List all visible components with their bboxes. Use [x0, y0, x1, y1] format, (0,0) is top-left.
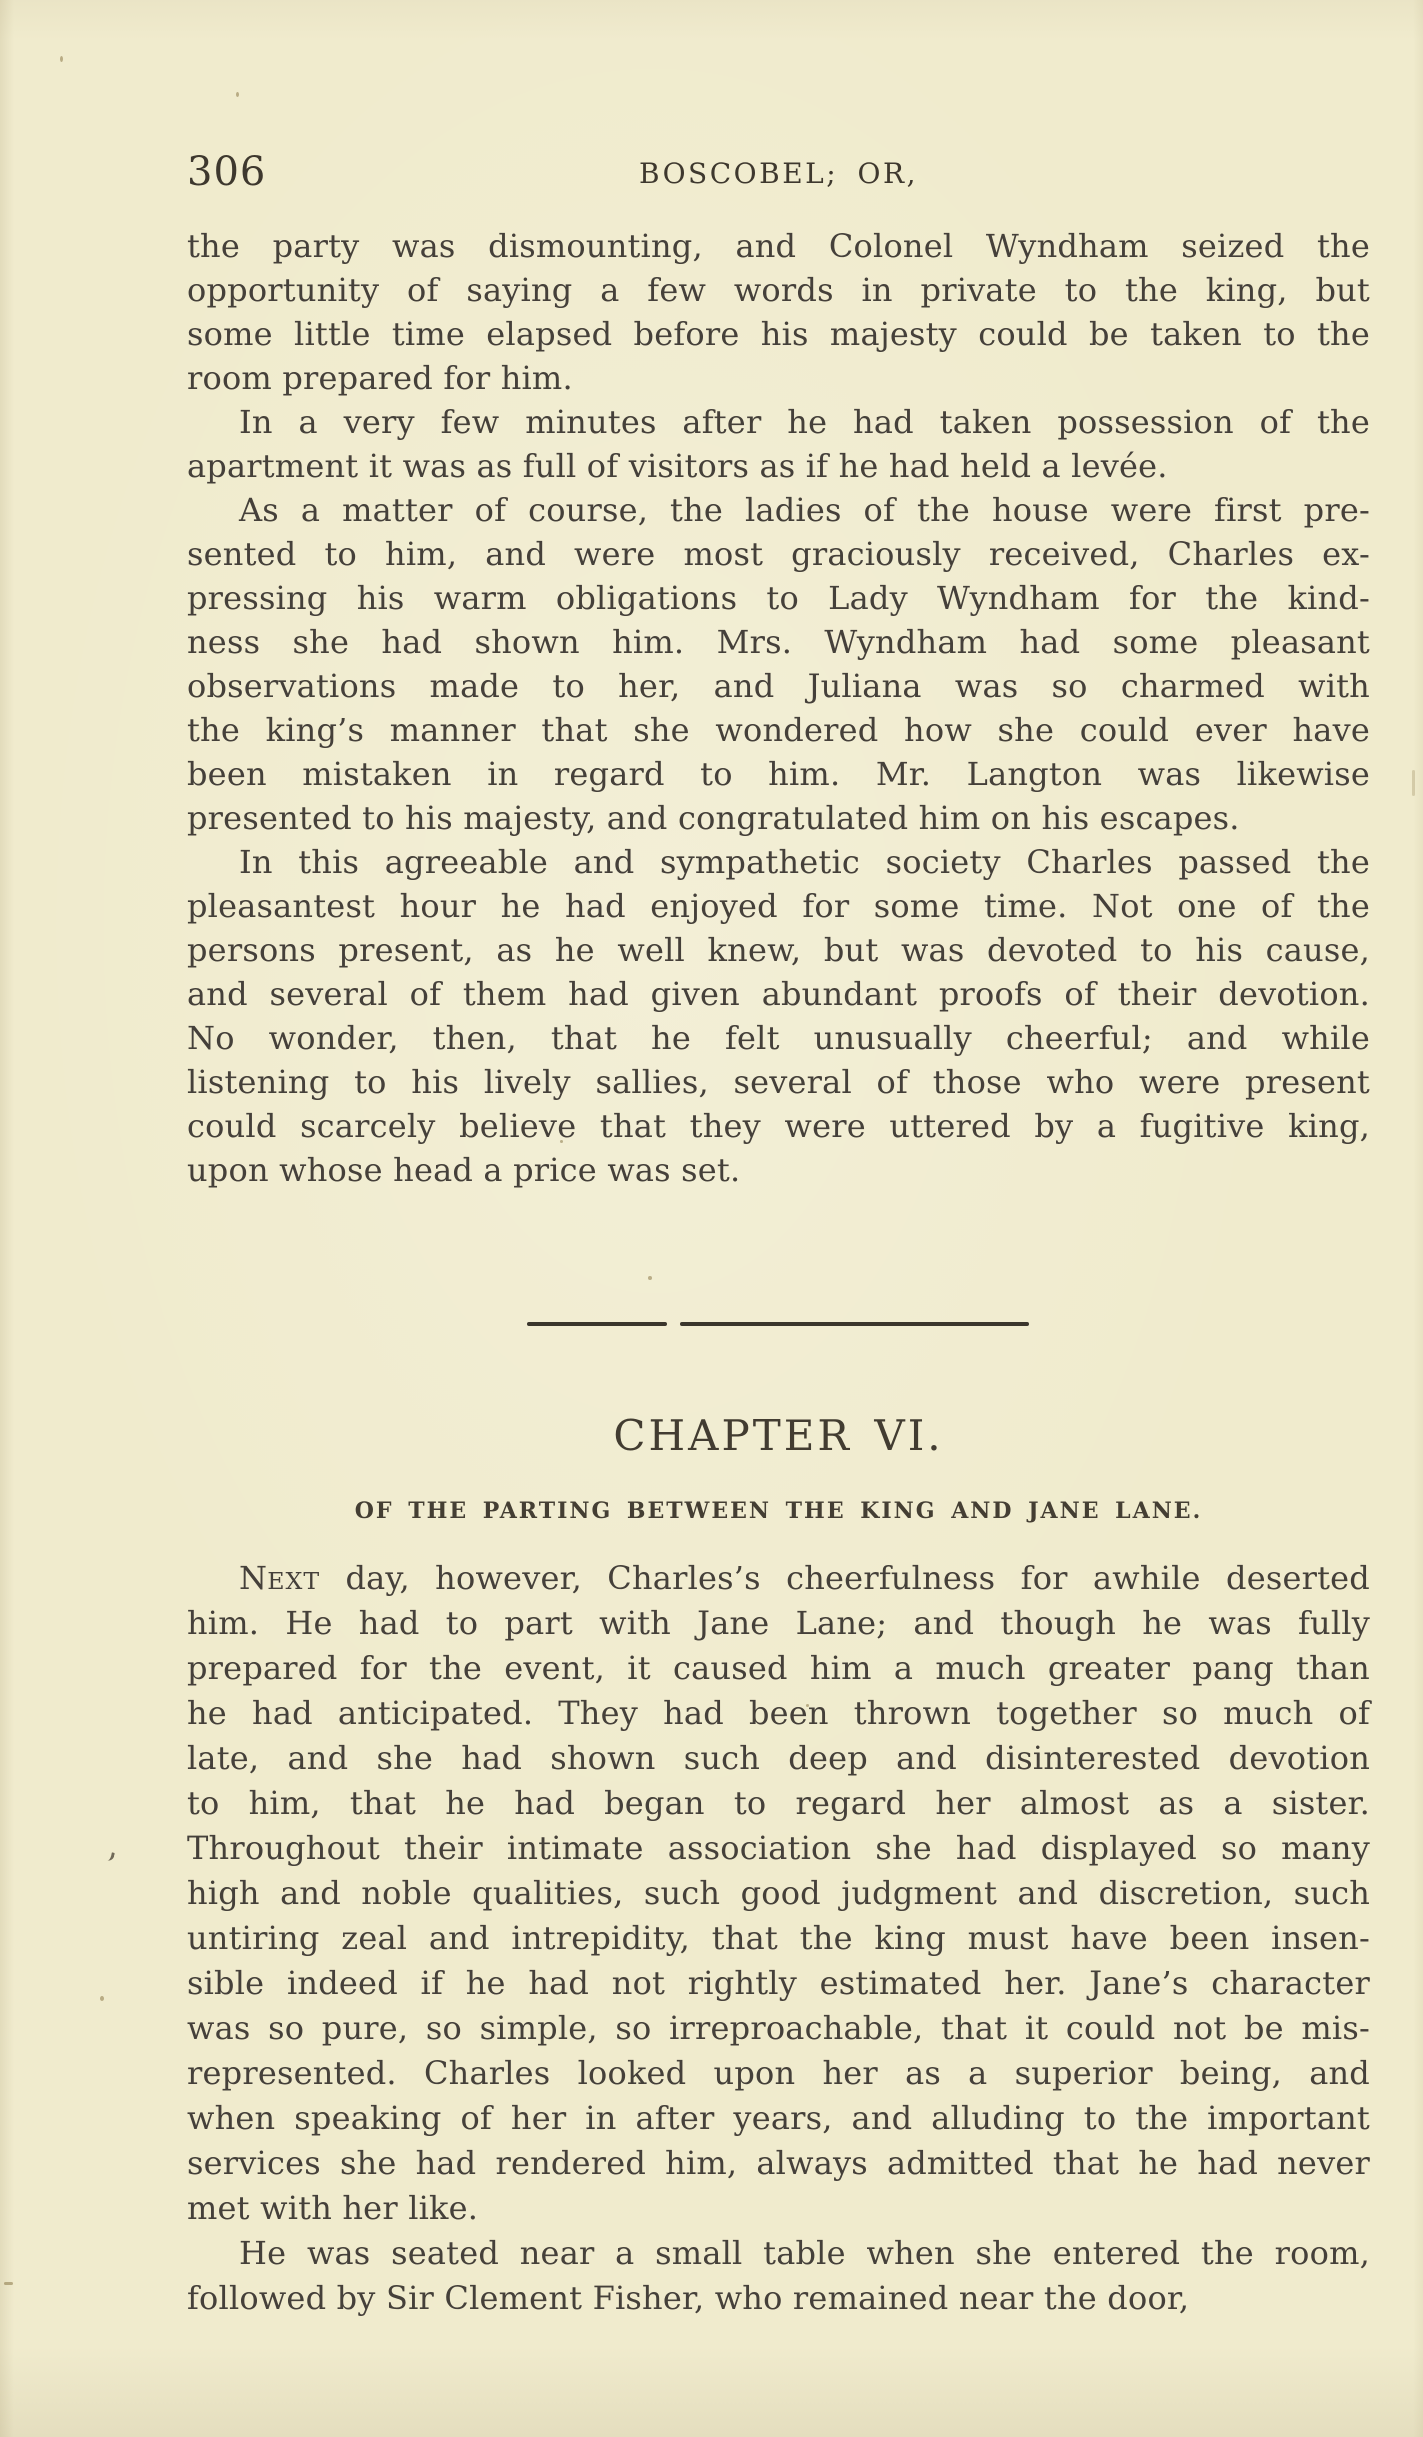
text-line: Throughout their intimate association she had displayed so many: [187, 1829, 1370, 1867]
text-line: when speaking of her in after years, and alluding to the important: [187, 2099, 1370, 2137]
text-line: sible indeed if he had not rightly estimated her. Jane’s character: [187, 1964, 1370, 2002]
paper-speck: [560, 1140, 563, 1143]
body-text-chapter: [187, 1556, 1370, 2321]
text-line: to him, that he had began to regard her almost as a sister.: [187, 1784, 1370, 1822]
text-line: could scarcely believe that they were uttered by a fugitive king,: [187, 1107, 1370, 1145]
text-line: As a matter of course, the ladies of the house were first pre-: [239, 491, 1370, 529]
running-title: BOSCOBEL; OR,: [639, 157, 918, 190]
text-line: upon whose head a price was set.: [187, 1151, 741, 1189]
text-line: high and noble qualities, such good judgment and discretion, such: [187, 1874, 1370, 1912]
text-line: No wonder, then, that he felt unusually cheerful; and while: [187, 1019, 1370, 1057]
text-line: room prepared for him.: [187, 359, 573, 397]
section-divider-rule: [527, 1322, 1029, 1326]
text-line: NEXT day, however, Charles’s cheerfulness for awhile deserted: [239, 1559, 1370, 1597]
page-edge-mark: [1412, 770, 1415, 796]
text-line: prepared for the event, it caused him a much greater pang than: [187, 1649, 1370, 1687]
text-line: He was seated near a small table when she entered the room,: [239, 2234, 1370, 2272]
text-line: met with her like.: [187, 2189, 479, 2227]
text-line: some little time elapsed before his majesty could be taken to the: [187, 315, 1370, 353]
text-line: sented to him, and were most graciously received, Charles ex-: [187, 535, 1370, 573]
text-line: been mistaken in regard to him. Mr. Langton was likewise: [187, 755, 1370, 793]
text-line: the king’s manner that she wondered how she could ever have: [187, 711, 1370, 749]
text-line: persons present, as he well knew, but was devoted to his cause,: [187, 931, 1370, 969]
paper-speck: [806, 1704, 809, 1707]
paper-speck: [648, 1276, 652, 1280]
text-line: In this agreeable and sympathetic society Charles passed the: [239, 843, 1370, 881]
lead-capital: N: [239, 1559, 268, 1597]
text-line: pressing his warm obligations to Lady Wyndham for the kind-: [187, 579, 1370, 617]
text-line: services she had rendered him, always admitted that he had never: [187, 2144, 1370, 2182]
text-line: he had anticipated. They had been thrown together so much of: [187, 1694, 1370, 1732]
text-line: followed by Sir Clement Fisher, who remained near the door,: [187, 2279, 1190, 2317]
paper-speck: [4, 2282, 13, 2285]
running-head: [187, 146, 1370, 196]
lead-smallcaps: EXT: [267, 1567, 321, 1595]
paper-speck: [60, 56, 63, 62]
stray-ink-mark: [105, 1851, 115, 1861]
text-line: the party was dismounting, and Colonel Wyndham seized the: [187, 227, 1370, 265]
text-line: pleasantest hour he had enjoyed for some time. Not one of the: [187, 887, 1370, 925]
text-line: ness she had shown him. Mrs. Wyndham had some pleasant: [187, 623, 1370, 661]
text-line: represented. Charles looked upon her as a superior being, and: [187, 2054, 1370, 2092]
text-line: apartment it was as full of visitors as if he had held a levée.: [187, 447, 1168, 485]
chapter-heading: CHAPTER VI.: [613, 1411, 944, 1460]
paper-speck: [236, 92, 239, 97]
text-line: him. He had to part with Jane Lane; and though he was fully: [187, 1604, 1370, 1642]
page-number: 306: [187, 149, 267, 195]
text-line: opportunity of saying a few words in private to the king, but: [187, 271, 1370, 309]
body-text-top: [187, 224, 1370, 1192]
text-line: In a very few minutes after he had taken possession of the: [239, 403, 1370, 441]
text-line: and several of them had given abundant proofs of their devotion.: [187, 975, 1370, 1013]
text-line: untiring zeal and intrepidity, that the king must have been insen-: [187, 1919, 1370, 1957]
text-line: was so pure, so simple, so irreproachable, that it could not be mis-: [187, 2009, 1370, 2047]
chapter-subtitle: OF THE PARTING BETWEEN THE KING AND JANE LANE.: [354, 1498, 1203, 1524]
divider-segment-long: [680, 1322, 1029, 1326]
text-line: listening to his lively sallies, several of those who were present: [187, 1063, 1370, 1101]
paper-speck: [100, 1996, 104, 2001]
text-line: late, and she had shown such deep and disinterested devotion: [187, 1739, 1370, 1777]
text-line: observations made to her, and Juliana was so charmed with: [187, 667, 1370, 705]
text-line: presented to his majesty, and congratulated him on his escapes.: [187, 799, 1240, 837]
divider-segment-short: [527, 1322, 667, 1326]
